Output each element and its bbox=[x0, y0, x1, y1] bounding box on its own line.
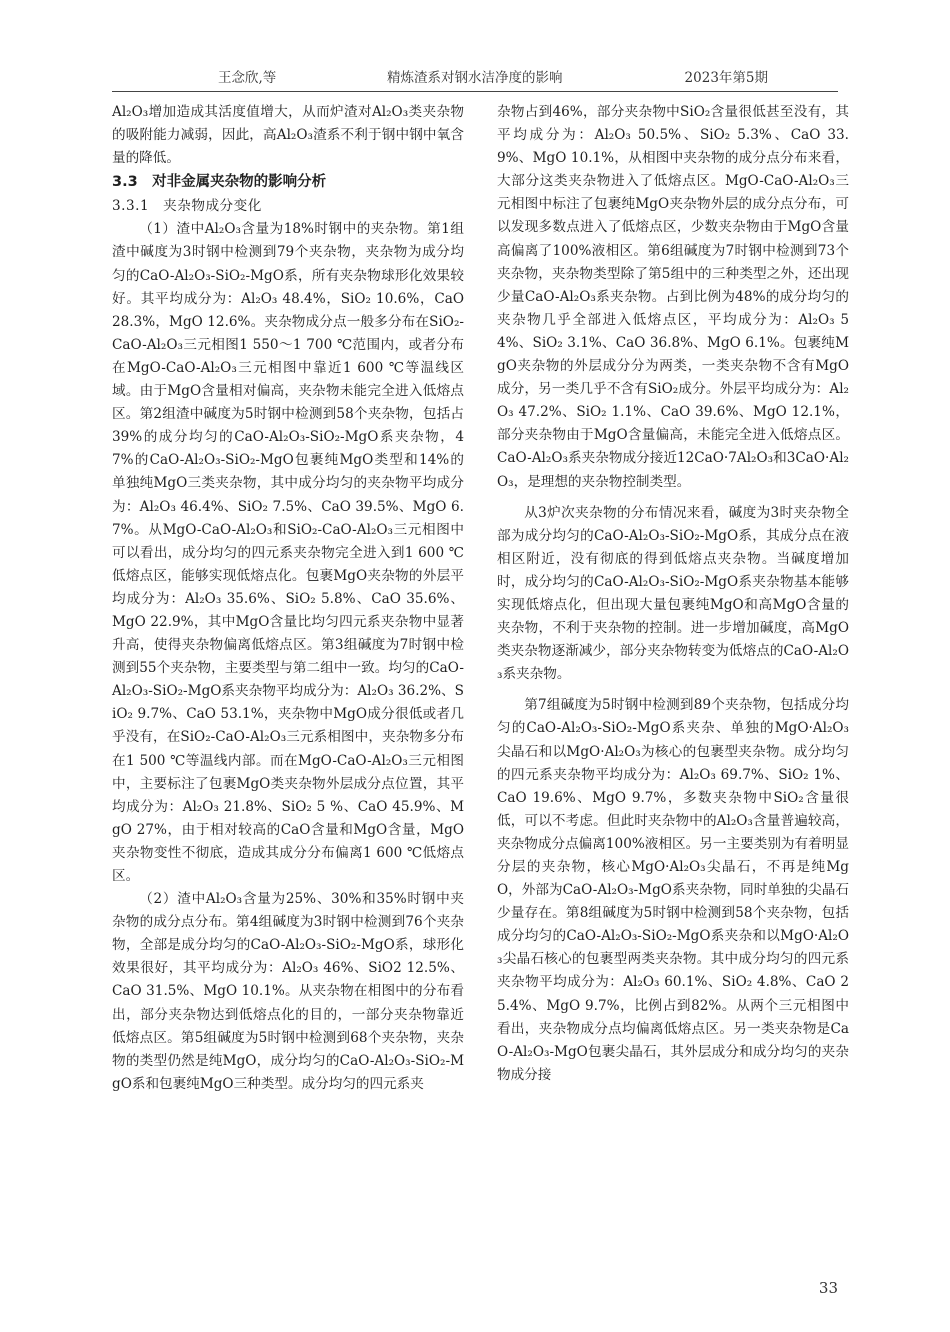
paragraph: （1）渣中Al₂O₃含量为18%时钢中的夹杂物。第1组渣中碱度为3时钢中检测到79个夹杂物，夹杂物为成分均匀的CaO-Al₂O₃-SiO₂-MgO系，所有夹杂物球形化效果较好。其平均成分为：Al₂O₃ 48.4%，SiO₂ 10.6%，CaO 28.3%，MgO 12.6%。夹杂物成分点一般多分布在SiO₂-CaO-Al₂O₃三元相图1 550～1 700 ℃范围内，或者分布在MgO-CaO-Al₂O₃三元相图中靠近1 600 ℃等温线区域。由于MgO含量相对偏高，夹杂物未能完全进入低熔点区。第2组渣中碱度为5时钢中检测到58个夹杂物，包括占39%的成分均匀的CaO-Al₂O₃-SiO₂-MgO系夹杂物，47%的CaO-Al₂O₃-SiO₂-MgO包裹纯MgO类型和14%的单独纯MgO三类夹杂物，其中成分均匀的夹杂物平均成分为：Al₂O₃ 46.4%、SiO₂ 7.5%、CaO 39.5%、MgO 6.7%。从MgO-CaO-Al₂O₃和SiO₂-CaO-Al₂O₃三元相图中可以看出，成分均匀的四元系夹杂物完全进入到1 600 ℃低熔点区，能够实现低熔点化。包裹MgO夹杂物的外层平均成分为：Al₂O₃ 35.6%、SiO₂ 5.8%、CaO 35.6%、MgO 22.9%，其中MgO含量比均匀四元系夹杂物中显著升高，使得夹杂物偏离低熔点区。第3组碱度为7时钢中检测到55个夹杂物，主要类型与第二组中一致。均匀的CaO-Al₂O₃-SiO₂-MgO系夹杂物平均成分为：Al₂O₃ 36.2%、SiO₂ 9.7%、CaO 53.1%，夹杂物中MgO成分很低或者几乎没有，在SiO₂-CaO-Al₂O₃三元系相图中，夹杂物多分布在1 500 ℃等温线内部。而在MgO-CaO-Al₂O₃三元相图中，主要标注了包裹MgO类夹杂物外层成分点位置，其平均成分为：Al₂O₃ 21.8%、SiO₂ 5 %、CaO 45.9%、MgO 27%，由于相对较高的CaO含量和MgO含量，MgO夹杂物变性不彻底，造成其成分分布偏离1 600 ℃低熔点区。 bbox=[112, 221, 464, 884]
header-author: 王念欣,等 bbox=[218, 70, 277, 86]
running-header bbox=[112, 66, 838, 90]
header-issue: 2023年第5期 bbox=[684, 70, 768, 86]
paragraph: （2）渣中Al₂O₃含量为25%、30%和35%时钢中夹杂物的成分点分布。第4组碱度为3时钢中检测到76个夹杂物，全部是成分均匀的CaO-Al₂O₃-SiO₂-MgO系，球形化效果很好，其平均成分为：Al₂O₃ 46%、SiO2 12.5%、CaO 31.5%、MgO 10.1%。从夹杂物在相图中的分布看出，部分夹杂物达到低熔点化的目的，一部分夹杂物靠近低熔点区。第5组碱度为5时钢中检测到68个夹杂物，夹杂物的类型仍然是纯MgO，成分均匀的CaO-Al₂O₃-SiO₂-MgO系和包裹纯MgO三种类型。成分均匀的四元系夹 bbox=[112, 891, 464, 1092]
paragraph: 杂物占到46%，部分夹杂物中SiO₂含量很低甚至没有，其平均成分为：Al₂O₃ 50.5%、SiO₂ 5.3%、CaO 33.9%、MgO 10.1%，从相图中夹杂物的成分点分布来看，大部分这类夹杂物进入了低熔点区。MgO-CaO-Al₂O₃三元相图中标注了包裹纯MgO夹杂物外层的成分点分布，可以发现多数点进入了低熔点区，少数夹杂物由于MgO含量高偏离了100%液相区。第6组碱度为7时钢中检测到73个夹杂物，夹杂物类型除了第5组中的三种类型之外，还出现少量CaO-Al₂O₃系夹杂物。占到比例为48%的成分均匀的夹杂物几乎全部进入低熔点区，平均成分为：Al₂O₃ 54%、SiO₂ 3.1%、CaO 36.8%、MgO 6.1%。包裹纯MgO夹杂物的外层成分分为两类，一类夹杂物不含有MgO成分，另一类几乎不含有SiO₂成分。外层平均成分为：Al₂O₃ 47.2%、SiO₂ 1.1%、CaO 39.6%、MgO 12.1%，部分夹杂物由于MgO含量偏高，未能完全进入低熔点区。CaO-Al₂O₃系夹杂物成分接近12CaO·7Al₂O₃和3CaO·Al₂O₃，是理想的夹杂物控制类型。 bbox=[497, 104, 849, 490]
paragraph: Al₂O₃增加造成其活度值增大，从而炉渣对Al₂O₃类夹杂物的吸附能力减弱，因此，高Al₂O₃渣系不利于钢中钢中氧含量的降低。 bbox=[112, 104, 464, 167]
subsection-heading: 3.3.1 夹杂物成分变化 bbox=[112, 198, 262, 215]
right-column bbox=[497, 101, 849, 1087]
header-rule bbox=[112, 91, 838, 92]
left-column bbox=[112, 101, 464, 1096]
header-title: 精炼渣系对钢水洁净度的影响 bbox=[387, 70, 563, 86]
paragraph: 第7组碱度为5时钢中检测到89个夹杂物，包括成分均匀的CaO-Al₂O₃-SiO₂-MgO系夹杂、单独的MgO·Al₂O₃尖晶石和以MgO·Al₂O₃为核心的包裹型夹杂物。成分均匀的四元系夹杂物平均成分为：Al₂O₃ 69.7%、SiO₂ 1%、CaO 19.6%、MgO 9.7%，多数夹杂物中SiO₂含量很低，可以不考虑。但此时夹杂物中的Al₂O₃含量普遍较高，夹杂物成分点偏离100%液相区。另一主要类别为有着明显分层的夹杂物，核心MgO·Al₂O₃尖晶石，不再是纯MgO，外部为CaO-Al₂O₃-MgO系夹杂物，同时单独的尖晶石少量存在。第8组碱度为5时钢中检测到58个夹杂物，包括成分均匀的CaO-Al₂O₃-SiO₂-MgO系夹杂和以MgO·Al₂O₃尖晶石核心的包裹型两类夹杂物。其中成分均匀的四元系夹杂物平均成分为：Al₂O₃ 60.1%、SiO₂ 4.8%、CaO 25.4%、MgO 9.7%，比例占到82%。从两个三元相图中看出，夹杂物成分点均偏离低熔点区。另一类夹杂物是CaO-Al₂O₃-MgO包裹尖晶石，其外层成分和成分均匀的夹杂物成分接 bbox=[497, 697, 849, 1083]
paragraph: 从3炉次夹杂物的分布情况来看，碱度为3时夹杂物全部为成分均匀的CaO-Al₂O₃-SiO₂-MgO系，其成分点在液相区附近，没有彻底的得到低熔点夹杂物。当碱度增加时，成分均匀的CaO-Al₂O₃-SiO₂-MgO系夹杂物基本能够实现低熔点化，但出现大量包裹纯MgO和高MgO含量的夹杂物，不利于夹杂物的控制。进一步增加碱度，高MgO类夹杂物逐渐减少，部分夹杂物转变为低熔点的CaO-Al₂O₃系夹杂物。 bbox=[497, 504, 849, 683]
section-heading: 3.3 对非金属夹杂物的影响分析 bbox=[112, 174, 327, 191]
page-number: 33 bbox=[818, 1279, 838, 1297]
